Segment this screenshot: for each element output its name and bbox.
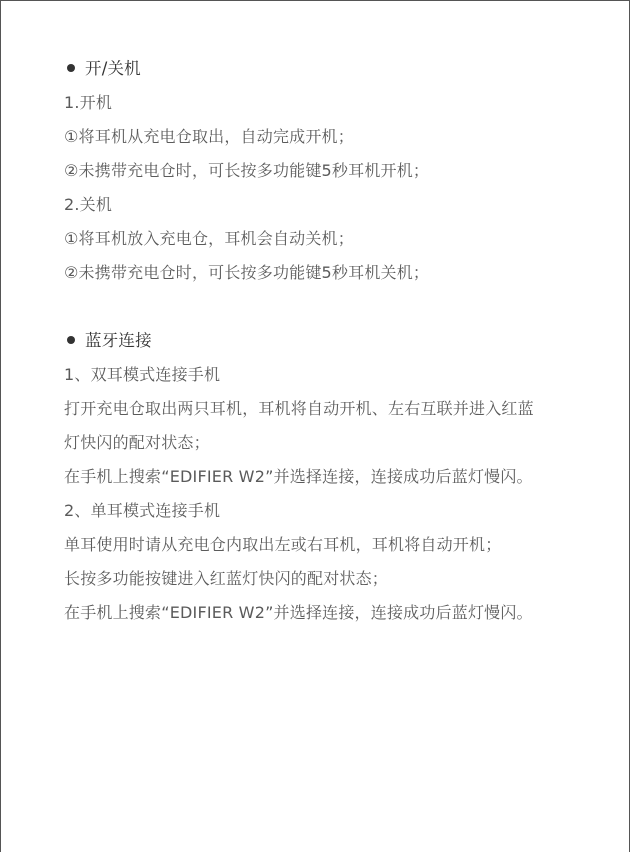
dual-mode-subheading: 1、双耳模式连接手机 <box>64 365 221 384</box>
power-on-step-1: ①将耳机从充电仓取出，自动完成开机； <box>64 127 354 146</box>
section-heading-label: 蓝牙连接 <box>85 331 152 350</box>
power-off-subheading: 2.关机 <box>64 195 113 214</box>
bullet-dot-icon <box>67 336 75 344</box>
manual-content <box>64 52 604 630</box>
dual-mode-text-2: 灯快闪的配对状态； <box>64 433 210 452</box>
single-mode-text-2: 长按多功能按键进入红蓝灯快闪的配对状态； <box>64 569 389 588</box>
power-off-step-1: ①将耳机放入充电仓，耳机会自动关机； <box>64 229 354 248</box>
dual-mode-text-1: 打开充电仓取出两只耳机，耳机将自动开机、左右互联并进入红蓝 <box>64 399 534 418</box>
power-on-step-2: ②未携带充电仓时，可长按多功能键5秒耳机开机； <box>64 161 430 180</box>
section-heading-bluetooth <box>64 324 604 358</box>
dual-mode-text-3: 在手机上搜索“EDIFIER W2”并选择连接，连接成功后蓝灯慢闪。 <box>64 467 533 486</box>
section-heading-power <box>64 52 604 86</box>
single-mode-text-1: 单耳使用时请从充电仓内取出左或右耳机，耳机将自动开机； <box>64 535 502 554</box>
single-mode-text-3: 在手机上搜索“EDIFIER W2”并选择连接，连接成功后蓝灯慢闪。 <box>64 603 533 622</box>
power-on-subheading: 1.开机 <box>64 93 113 112</box>
bullet-dot-icon <box>67 64 75 72</box>
section-spacer <box>64 290 604 324</box>
power-off-step-2: ②未携带充电仓时，可长按多功能键5秒耳机关机； <box>64 263 430 282</box>
section-heading-label: 开/关机 <box>85 59 141 78</box>
single-mode-subheading: 2、单耳模式连接手机 <box>64 501 221 520</box>
